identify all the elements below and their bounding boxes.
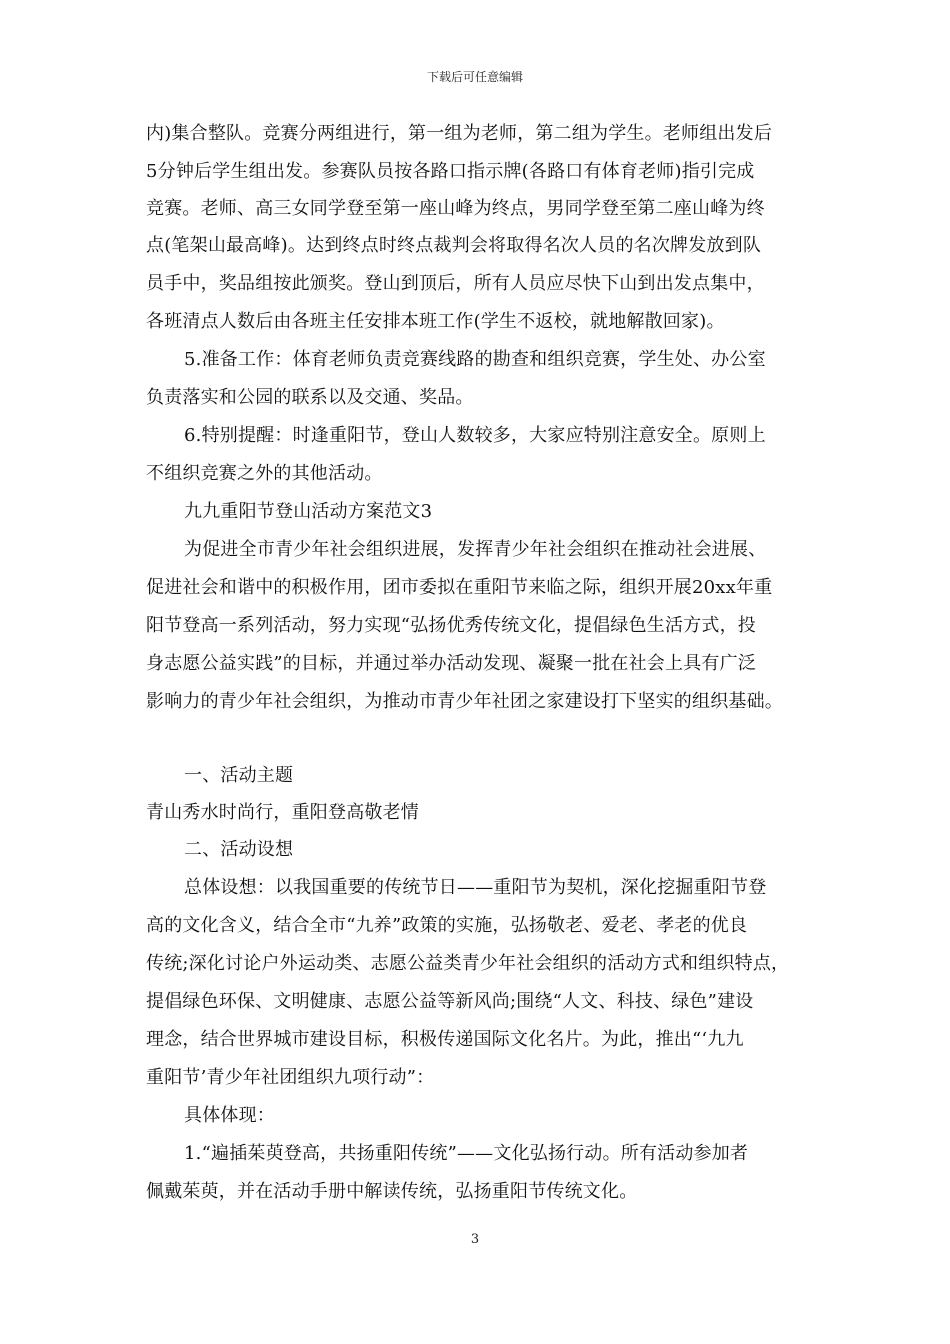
text-line: 点(笔架山最高峰)。达到终点时终点裁判会将取得名次人员的名次牌发放到队: [146, 235, 762, 256]
text-line: 阳节登高一系列活动，努力实现“弘扬优秀传统文化，提倡绿色生活方式，投: [146, 615, 756, 636]
text-line: 竞赛。老师、高三女同学登至第一座山峰为终点，男同学登至第二座山峰为终: [146, 198, 765, 219]
text-line: 传统;深化讨论户外运动类、志愿公益类青少年社会组织的活动方式和组织特点，: [146, 953, 790, 974]
section-title: 九九重阳节登山活动方案范文3: [184, 501, 433, 522]
text-line: 身志愿公益实践”的目标，并通过举办活动发现、凝聚一批在社会上具有广泛: [146, 653, 756, 674]
text-line: 总体设想：以我国重要的传统节日——重阳节为契机，深化挖掘重阳节登: [184, 877, 767, 898]
text-line: 6.特别提醒：时逢重阳节，登山人数较多，大家应特别注意安全。原则上: [184, 425, 766, 446]
text-line: 5分钟后学生组出发。参赛队员按各路口指示牌(各路口有体育老师)指引完成: [146, 161, 755, 182]
text-line: 提倡绿色环保、文明健康、志愿公益等新风尚;围绕“人文、科技、绿色”建设: [146, 991, 754, 1012]
text-line: 佩戴茱萸，并在活动手册中解读传统，弘扬重阳节传统文化。: [146, 1181, 638, 1202]
text-line: 理念，结合世界城市建设目标，积极传递国际文化名片。为此，推出“‘九九: [146, 1029, 744, 1050]
text-line: 负责落实和公园的联系以及交通、奖品。: [146, 387, 474, 408]
text-line: 为促进全市青少年社会组织进展，发挥青少年社会组织在推动社会进展、: [184, 539, 767, 560]
page-number: 3: [470, 1232, 480, 1247]
page-header: 下载后可任意编辑: [426, 70, 523, 84]
text-line: 各班清点人数后由各班主任安排本班工作(学生不返校，就地解散回家)。: [146, 311, 725, 332]
text-line: 1.“遍插茱萸登高，共扬重阳传统”——文化弘扬行动。所有活动参加者: [184, 1143, 749, 1164]
text-line: 员手中，奖品组按此颁奖。登山到顶后，所有人员应尽快下山到出发点集中，: [146, 273, 765, 294]
text-line: 影响力的青少年社会组织，为推动市青少年社团之家建设打下坚实的组织基础。: [146, 691, 783, 712]
text-line: 内)集合整队。竞赛分两组进行，第一组为老师，第二组为学生。老师组出发后: [146, 123, 773, 144]
heading-line: 一、活动主题: [184, 765, 294, 786]
text-line: 青山秀水时尚行，重阳登高敬老情: [146, 802, 419, 823]
text-line: 高的文化含义，结合全市“九养”政策的实施，弘扬敬老、爱老、孝老的优良: [146, 915, 748, 936]
text-line: 促进社会和谐中的积极作用，团市委拟在重阳节来临之际，组织开展20xx年重: [146, 577, 773, 598]
heading-line: 二、活动设想: [184, 839, 294, 860]
text-line: 5.准备工作：体育老师负责竞赛线路的勘查和组织竞赛，学生处、办公室: [184, 349, 766, 370]
text-line: 重阳节’青少年社团组织九项行动”：: [146, 1067, 435, 1088]
text-line: 不组织竞赛之外的其他活动。: [146, 463, 383, 484]
text-line: 具体体现：: [184, 1105, 275, 1126]
